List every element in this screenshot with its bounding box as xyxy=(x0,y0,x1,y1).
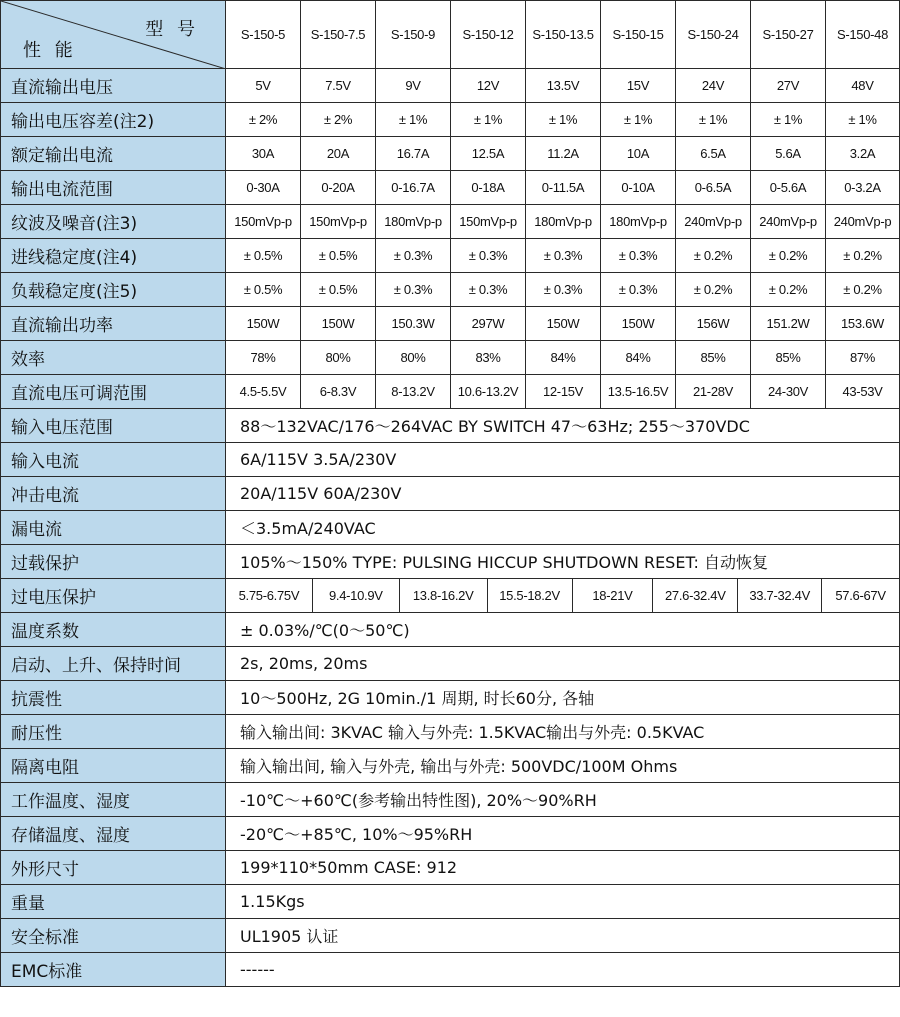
row-label: 进线稳定度(注4) xyxy=(1,239,226,273)
row-label: 抗震性 xyxy=(1,681,226,715)
wide-value-cell: 6A/115V 3.5A/230V xyxy=(226,443,900,477)
value-cell: ± 0.5% xyxy=(226,273,301,307)
spec-row xyxy=(1,919,900,953)
row-label: 温度系数 xyxy=(1,613,226,647)
row-label: EMC标准 xyxy=(1,953,226,987)
value-cell: 0-20A xyxy=(301,171,376,205)
value-cell: 153.6W xyxy=(826,307,900,341)
value-cell: 0-6.5A xyxy=(676,171,751,205)
spec-row xyxy=(1,273,900,307)
header-row xyxy=(1,1,900,69)
value-cell: 5.6A xyxy=(751,137,826,171)
wide-value-cell: 1.15Kgs xyxy=(226,885,900,919)
ovp-value: 33.7-32.4V xyxy=(737,579,821,612)
row-label: 输入电流 xyxy=(1,443,226,477)
model-header: S-150-12 xyxy=(451,1,526,69)
value-cell: ± 2% xyxy=(301,103,376,137)
wide-value-cell: 199*110*50mm CASE: 912 xyxy=(226,851,900,885)
corner-performance-label: 性 能 xyxy=(23,40,77,61)
model-header: S-150-24 xyxy=(676,1,751,69)
model-header: S-150-27 xyxy=(751,1,826,69)
value-cell: 16.7A xyxy=(376,137,451,171)
wide-value-cell: ＜3.5mA/240VAC xyxy=(226,511,900,545)
value-cell: 20A xyxy=(301,137,376,171)
spec-row xyxy=(1,817,900,851)
row-label: 纹波及噪音(注3) xyxy=(1,205,226,239)
value-cell: 0-18A xyxy=(451,171,526,205)
wide-value-cell: UL1905 认证 xyxy=(226,919,900,953)
value-cell: 12-15V xyxy=(526,375,601,409)
wide-value-cell: 输入输出间, 输入与外壳, 输出与外壳: 500VDC/100M Ohms xyxy=(226,749,900,783)
value-cell: 240mVp-p xyxy=(676,205,751,239)
value-cell: ± 0.3% xyxy=(526,239,601,273)
wide-value-cell: -10℃～+60℃(参考输出特性图), 20%～90%RH xyxy=(226,783,900,817)
model-header: S-150-48 xyxy=(826,1,900,69)
value-cell: 156W xyxy=(676,307,751,341)
value-cell: 48V xyxy=(826,69,900,103)
spec-row xyxy=(1,239,900,273)
value-cell: 150W xyxy=(226,307,301,341)
value-cell: 11.2A xyxy=(526,137,601,171)
ovp-value: 15.5-18.2V xyxy=(487,579,572,612)
spec-row xyxy=(1,511,900,545)
value-cell: 83% xyxy=(451,341,526,375)
value-cell: ± 0.3% xyxy=(376,273,451,307)
ovp-value: 9.4-10.9V xyxy=(312,579,399,612)
value-cell: 9V xyxy=(376,69,451,103)
ovp-values xyxy=(226,579,899,612)
value-cell: 150W xyxy=(301,307,376,341)
spec-row xyxy=(1,749,900,783)
value-cell: 0-5.6A xyxy=(751,171,826,205)
row-label: 隔离电阻 xyxy=(1,749,226,783)
row-label: 工作温度、湿度 xyxy=(1,783,226,817)
spec-row xyxy=(1,375,900,409)
value-cell: 150mVp-p xyxy=(301,205,376,239)
value-cell: ± 1% xyxy=(751,103,826,137)
spec-row xyxy=(1,477,900,511)
spec-row xyxy=(1,545,900,579)
value-cell: 180mVp-p xyxy=(601,205,676,239)
ovp-value: 57.6-67V xyxy=(821,579,899,612)
ovp-row xyxy=(1,579,900,613)
spec-row xyxy=(1,613,900,647)
row-label: 输出电压容差(注2) xyxy=(1,103,226,137)
value-cell: ± 0.2% xyxy=(826,273,900,307)
value-cell: 0-11.5A xyxy=(526,171,601,205)
spec-row xyxy=(1,851,900,885)
model-header: S-150-13.5 xyxy=(526,1,601,69)
model-header: S-150-5 xyxy=(226,1,301,69)
spec-row xyxy=(1,307,900,341)
wide-value-cell: 2s, 20ms, 20ms xyxy=(226,647,900,681)
row-label: 冲击电流 xyxy=(1,477,226,511)
value-cell: 297W xyxy=(451,307,526,341)
value-cell: 80% xyxy=(301,341,376,375)
value-cell: 180mVp-p xyxy=(376,205,451,239)
row-label: 直流输出功率 xyxy=(1,307,226,341)
value-cell: ± 0.3% xyxy=(526,273,601,307)
value-cell: ± 0.3% xyxy=(601,273,676,307)
value-cell: 150.3W xyxy=(376,307,451,341)
model-header: S-150-7.5 xyxy=(301,1,376,69)
value-cell: 4.5-5.5V xyxy=(226,375,301,409)
value-cell: ± 0.5% xyxy=(226,239,301,273)
value-cell: 150mVp-p xyxy=(451,205,526,239)
spec-row xyxy=(1,715,900,749)
spec-row xyxy=(1,443,900,477)
wide-value-cell: -20℃～+85℃, 10%～95%RH xyxy=(226,817,900,851)
row-label: 输入电压范围 xyxy=(1,409,226,443)
value-cell: 24-30V xyxy=(751,375,826,409)
wide-value-cell: 105%～150% TYPE: PULSING HICCUP SHUTDOWN RESET: 自动恢复 xyxy=(226,545,900,579)
spec-row xyxy=(1,783,900,817)
row-label: 效率 xyxy=(1,341,226,375)
value-cell: ± 2% xyxy=(226,103,301,137)
value-cell: ± 1% xyxy=(526,103,601,137)
spec-row xyxy=(1,103,900,137)
value-cell: 240mVp-p xyxy=(826,205,900,239)
value-cell: 151.2W xyxy=(751,307,826,341)
ovp-value: 18-21V xyxy=(572,579,653,612)
value-cell: 0-30A xyxy=(226,171,301,205)
value-cell: 15V xyxy=(601,69,676,103)
value-cell: ± 0.3% xyxy=(601,239,676,273)
value-cell: 6.5A xyxy=(676,137,751,171)
value-cell: ± 0.2% xyxy=(676,239,751,273)
row-label: 安全标准 xyxy=(1,919,226,953)
spec-row xyxy=(1,171,900,205)
corner-model-label: 型 号 xyxy=(145,19,199,40)
row-label: 启动、上升、保持时间 xyxy=(1,647,226,681)
value-cell: 3.2A xyxy=(826,137,900,171)
wide-value-cell: 输入输出间: 3KVAC 输入与外壳: 1.5KVAC输出与外壳: 0.5KVAC xyxy=(226,715,900,749)
value-cell: 6-8.3V xyxy=(301,375,376,409)
spec-row xyxy=(1,953,900,987)
row-label: 直流电压可调范围 xyxy=(1,375,226,409)
spec-row xyxy=(1,885,900,919)
spec-row xyxy=(1,205,900,239)
value-cell: 43-53V xyxy=(826,375,900,409)
value-cell: 7.5V xyxy=(301,69,376,103)
row-label: 存储温度、湿度 xyxy=(1,817,226,851)
spec-row xyxy=(1,69,900,103)
value-cell: 21-28V xyxy=(676,375,751,409)
wide-value-cell: ------ xyxy=(226,953,900,987)
value-cell: 85% xyxy=(751,341,826,375)
row-label: 漏电流 xyxy=(1,511,226,545)
model-header: S-150-15 xyxy=(601,1,676,69)
value-cell: 78% xyxy=(226,341,301,375)
value-cell: 80% xyxy=(376,341,451,375)
row-label: 直流输出电压 xyxy=(1,69,226,103)
wide-value-cell: ± 0.03%/℃(0～50℃) xyxy=(226,613,900,647)
value-cell: ± 1% xyxy=(601,103,676,137)
row-label: 耐压性 xyxy=(1,715,226,749)
row-label: 额定输出电流 xyxy=(1,137,226,171)
value-cell: 30A xyxy=(226,137,301,171)
value-cell: ± 0.2% xyxy=(751,273,826,307)
wide-value-cell: 10～500Hz, 2G 10min./1 周期, 时长60分, 各轴 xyxy=(226,681,900,715)
row-label: 输出电流范围 xyxy=(1,171,226,205)
value-cell: ± 0.5% xyxy=(301,273,376,307)
value-cell: 84% xyxy=(526,341,601,375)
value-cell: 0-16.7A xyxy=(376,171,451,205)
value-cell: ± 1% xyxy=(451,103,526,137)
ovp-value: 27.6-32.4V xyxy=(652,579,737,612)
value-cell: 8-13.2V xyxy=(376,375,451,409)
value-cell: ± 1% xyxy=(826,103,900,137)
row-label: 负载稳定度(注5) xyxy=(1,273,226,307)
value-cell: 87% xyxy=(826,341,900,375)
value-cell: ± 0.5% xyxy=(301,239,376,273)
value-cell: 24V xyxy=(676,69,751,103)
ovp-value: 13.8-16.2V xyxy=(399,579,487,612)
value-cell: 0-10A xyxy=(601,171,676,205)
row-label: 过电压保护 xyxy=(1,579,226,613)
row-label: 重量 xyxy=(1,885,226,919)
value-cell: 180mVp-p xyxy=(526,205,601,239)
corner-header-cell xyxy=(1,1,226,69)
spec-row xyxy=(1,137,900,171)
value-cell: ± 1% xyxy=(376,103,451,137)
value-cell: 85% xyxy=(676,341,751,375)
value-cell: 10.6-13.2V xyxy=(451,375,526,409)
value-cell: 0-3.2A xyxy=(826,171,900,205)
value-cell: ± 0.3% xyxy=(451,273,526,307)
value-cell: 150W xyxy=(601,307,676,341)
value-cell: 5V xyxy=(226,69,301,103)
value-cell: 13.5-16.5V xyxy=(601,375,676,409)
spec-row xyxy=(1,647,900,681)
value-cell: 150W xyxy=(526,307,601,341)
spec-row xyxy=(1,341,900,375)
wide-value-cell: 88～132VAC/176～264VAC BY SWITCH 47～63Hz; 255～370VDC xyxy=(226,409,900,443)
model-header: S-150-9 xyxy=(376,1,451,69)
spec-table-body xyxy=(1,1,900,987)
value-cell: 10A xyxy=(601,137,676,171)
value-cell: 12.5A xyxy=(451,137,526,171)
value-cell: ± 0.3% xyxy=(376,239,451,273)
value-cell: 84% xyxy=(601,341,676,375)
value-cell: ± 0.2% xyxy=(826,239,900,273)
value-cell: ± 0.3% xyxy=(451,239,526,273)
value-cell: ± 0.2% xyxy=(676,273,751,307)
spec-row xyxy=(1,409,900,443)
spec-row xyxy=(1,681,900,715)
value-cell: 27V xyxy=(751,69,826,103)
wide-value-cell: 20A/115V 60A/230V xyxy=(226,477,900,511)
value-cell: ± 1% xyxy=(676,103,751,137)
row-label: 外形尺寸 xyxy=(1,851,226,885)
value-cell: 150mVp-p xyxy=(226,205,301,239)
value-cell: 13.5V xyxy=(526,69,601,103)
value-cell: ± 0.2% xyxy=(751,239,826,273)
ovp-values-cell xyxy=(226,579,900,613)
value-cell: 240mVp-p xyxy=(751,205,826,239)
value-cell: 12V xyxy=(451,69,526,103)
row-label: 过载保护 xyxy=(1,545,226,579)
ovp-value: 5.75-6.75V xyxy=(238,588,300,603)
